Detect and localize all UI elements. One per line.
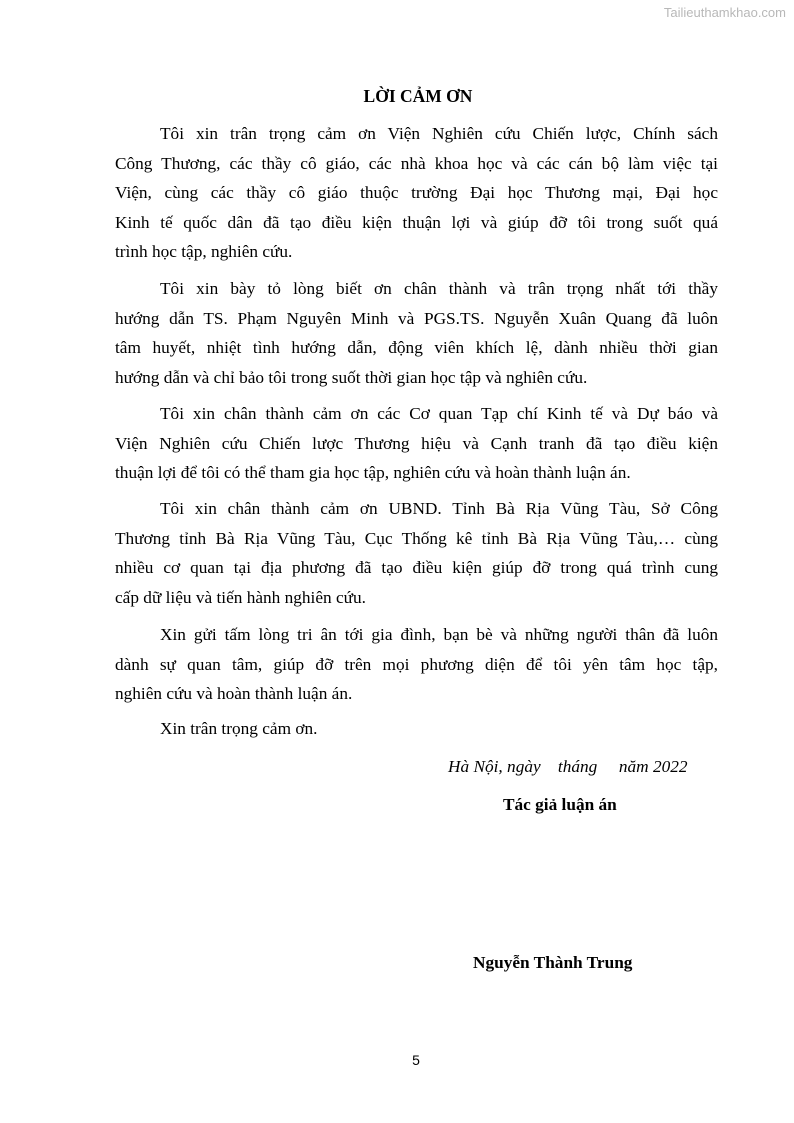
text-line: trình học tập, nghiên cứu. [115,242,293,262]
text-line: Viện, cùng các thầy cô giáo thuộc trường Đại học Thương mại, Đại học [115,183,718,203]
author-name: Nguyễn Thành Trung [473,953,633,972]
closing-line: Xin trân trọng cảm ơn. [160,719,318,738]
text-line: Viện Nghiên cứu Chiến lược Thương hiệu và Cạnh tranh đã tạo điều kiện [115,433,718,453]
text-line: Thương tỉnh Bà Rịa Vũng Tàu, Cục Thống kê tỉnh Bà Rịa Vũng Tàu,… cùng [115,528,718,548]
text-line: Xin gửi tấm lòng tri ân tới gia đình, bạn bè và những người thân đã luôn [160,625,718,644]
text-line: tâm huyết, nhiệt tình hướng dẫn, động viên khích lệ, dành nhiều thời gian [115,338,718,358]
text-line: nhiều cơ quan tại địa phương đã tạo điều kiện giúp đỡ trong quá trình cung [115,558,718,578]
text-line: hướng dẫn và chỉ bảo tôi trong suốt thời gian học tập và nghiên cứu. [115,367,588,387]
paragraph-1 [115,119,718,267]
page-title: LỜI CẢM ƠN [363,86,473,106]
signature-label: Tác giả luận án [503,795,617,814]
text-line: dành sự quan tâm, giúp đỡ trên mọi phương diện để tôi yên tâm học tập, [115,654,718,674]
watermark: Tailieuthamkhao.com [663,5,786,20]
text-line: Công Thương, các thầy cô giáo, các nhà khoa học và các cán bộ làm việc tại [115,153,718,173]
text-line: cấp dữ liệu và tiến hành nghiên cứu. [115,587,366,607]
paragraph-4 [115,494,718,612]
date-line: Hà Nội, ngày tháng năm 2022 [448,757,688,776]
text-line: Tôi xin bày tỏ lòng biết ơn chân thành và trân trọng nhất tới thầy [160,279,718,298]
paragraph-2 [115,274,718,392]
paragraph-3 [115,399,718,488]
text-line: thuận lợi để tôi có thể tham gia học tập, nghiên cứu và hoàn thành luận án. [115,463,631,483]
page-number: 5 [412,1052,420,1068]
text-line: Tôi xin chân thành cảm ơn UBND. Tỉnh Bà Rịa Vũng Tàu, Sở Công [160,499,718,518]
text-line: Kinh tế quốc dân đã tạo điều kiện thuận lợi và giúp đỡ tôi trong suốt quá [115,212,718,232]
text-line: nghiên cứu và hoàn thành luận án. [115,684,353,704]
text-line: Tôi xin trân trọng cảm ơn Viện Nghiên cứu Chiến lược, Chính sách [160,124,718,143]
paragraph-5 [115,620,718,709]
text-line: Tôi xin chân thành cảm ơn các Cơ quan Tạp chí Kinh tế và Dự báo và [160,404,718,423]
text-line: hướng dẫn TS. Phạm Nguyên Minh và PGS.TS. Nguyễn Xuân Quang đã luôn [115,308,718,328]
